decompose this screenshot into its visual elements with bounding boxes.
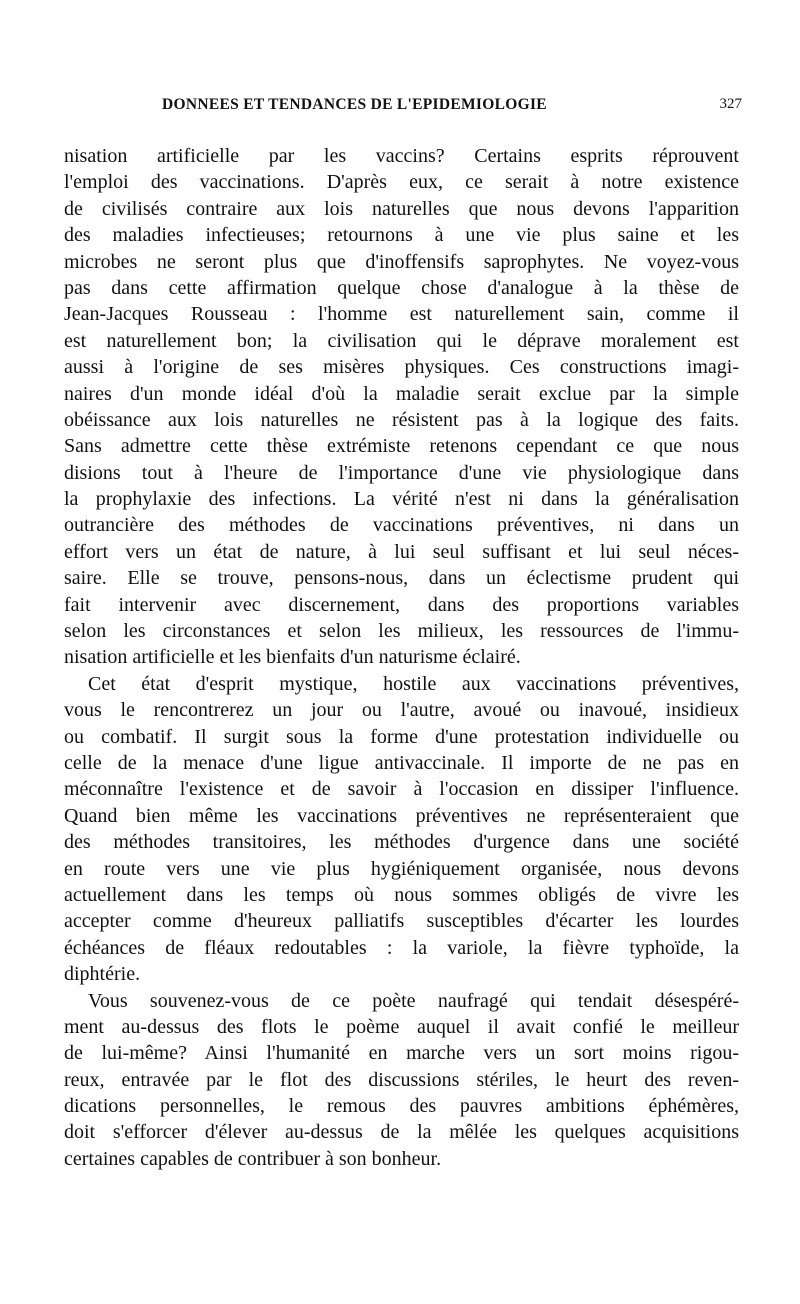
text-line: celle de la menace d'une ligue antivaccinale. Il importe de ne pas en xyxy=(64,751,739,774)
text-line: méconnaître l'existence et de savoir à l'occasion en dissiper l'influence. xyxy=(64,778,739,801)
text-line: selon les circonstances et selon les milieux, les ressources de l'immu- xyxy=(64,620,739,643)
page-number: 327 xyxy=(719,96,742,112)
text-line: ou combatif. Il surgit sous la forme d'une protestation individuelle ou xyxy=(64,725,739,748)
body-text xyxy=(64,143,739,1172)
text-line: est naturellement bon; la civilisation qui le déprave moralement est xyxy=(64,329,739,352)
text-line: échéances de fléaux redoutables : la variole, la fièvre typhoïde, la xyxy=(64,936,739,959)
text-line: dications personnelles, le remous des pauvres ambitions éphémères, xyxy=(64,1095,739,1118)
text-line: naires d'un monde idéal d'où la maladie serait exclue par la simple xyxy=(64,382,739,405)
text-line: Sans admettre cette thèse extrémiste retenons cependant ce que nous xyxy=(64,435,739,458)
text-line: certaines capables de contribuer à son bonheur. xyxy=(64,1147,442,1170)
text-line: nisation artificielle par les vaccins? Certains esprits réprouvent xyxy=(64,145,739,167)
text-line: microbes ne seront plus que d'inoffensifs saprophytes. Ne voyez-vous xyxy=(64,250,739,273)
text-line: aussi à l'origine de ses misères physiques. Ces constructions imagi- xyxy=(64,356,739,379)
text-line: fait intervenir avec discernement, dans des proportions variables xyxy=(64,593,739,616)
running-title: DONNEES ET TENDANCES DE L'EPIDEMIOLOGIE xyxy=(162,96,547,113)
text-line: accepter comme d'heureux palliatifs susceptibles d'écarter les lourdes xyxy=(64,910,739,933)
text-line: l'emploi des vaccinations. D'après eux, ce serait à notre existence xyxy=(64,171,739,194)
text-line: des maladies infectieuses; retournons à une vie plus saine et les xyxy=(64,224,739,247)
text-line: des méthodes transitoires, les méthodes d'urgence dans une société xyxy=(64,831,739,854)
text-line: effort vers un état de nature, à lui seul suffisant et lui seul néces- xyxy=(64,540,739,563)
text-line: Vous souvenez-vous de ce poète naufragé qui tendait désespéré- xyxy=(88,989,739,1012)
text-line: ment au-dessus des flots le poème auquel il avait confié le meilleur xyxy=(64,1015,739,1038)
text-line: Quand bien même les vaccinations préventives ne représenteraient que xyxy=(64,804,739,827)
text-line: actuellement dans les temps où nous sommes obligés de vivre les xyxy=(64,883,739,906)
text-line: obéissance aux lois naturelles ne résistent pas à la logique des faits. xyxy=(64,408,739,431)
text-line: de civilisés contraire aux lois naturelles que nous devons l'apparition xyxy=(64,197,739,220)
running-head xyxy=(64,96,742,120)
text-line: diphtérie. xyxy=(64,963,141,986)
text-line: Cet état d'esprit mystique, hostile aux vaccinations préventives, xyxy=(88,672,739,695)
text-line: Jean-Jacques Rousseau : l'homme est naturellement sain, comme il xyxy=(64,303,739,326)
text-line: nisation artificielle et les bienfaits d'un naturisme éclairé. xyxy=(64,646,521,669)
text-line: saire. Elle se trouve, pensons-nous, dans un éclectisme prudent qui xyxy=(64,567,739,590)
text-line: la prophylaxie des infections. La vérité n'est ni dans la généralisation xyxy=(64,488,739,511)
text-line: de lui-même? Ainsi l'humanité en marche vers un sort moins rigou- xyxy=(64,1042,739,1065)
text-line: reux, entravée par le flot des discussions stériles, le heurt des reven- xyxy=(64,1068,739,1091)
text-line: outrancière des méthodes de vaccinations préventives, ni dans un xyxy=(64,514,739,537)
text-line: doit s'efforcer d'élever au-dessus de la mêlée les quelques acquisitions xyxy=(64,1121,739,1144)
text-line: en route vers une vie plus hygiéniquement organisée, nous devons xyxy=(64,857,739,880)
text-line: disions tout à l'heure de l'importance d'une vie physiologique dans xyxy=(64,461,739,484)
text-line: pas dans cette affirmation quelque chose d'analogue à la thèse de xyxy=(64,276,739,299)
text-line: vous le rencontrerez un jour ou l'autre, avoué ou inavoué, insidieux xyxy=(64,699,739,722)
